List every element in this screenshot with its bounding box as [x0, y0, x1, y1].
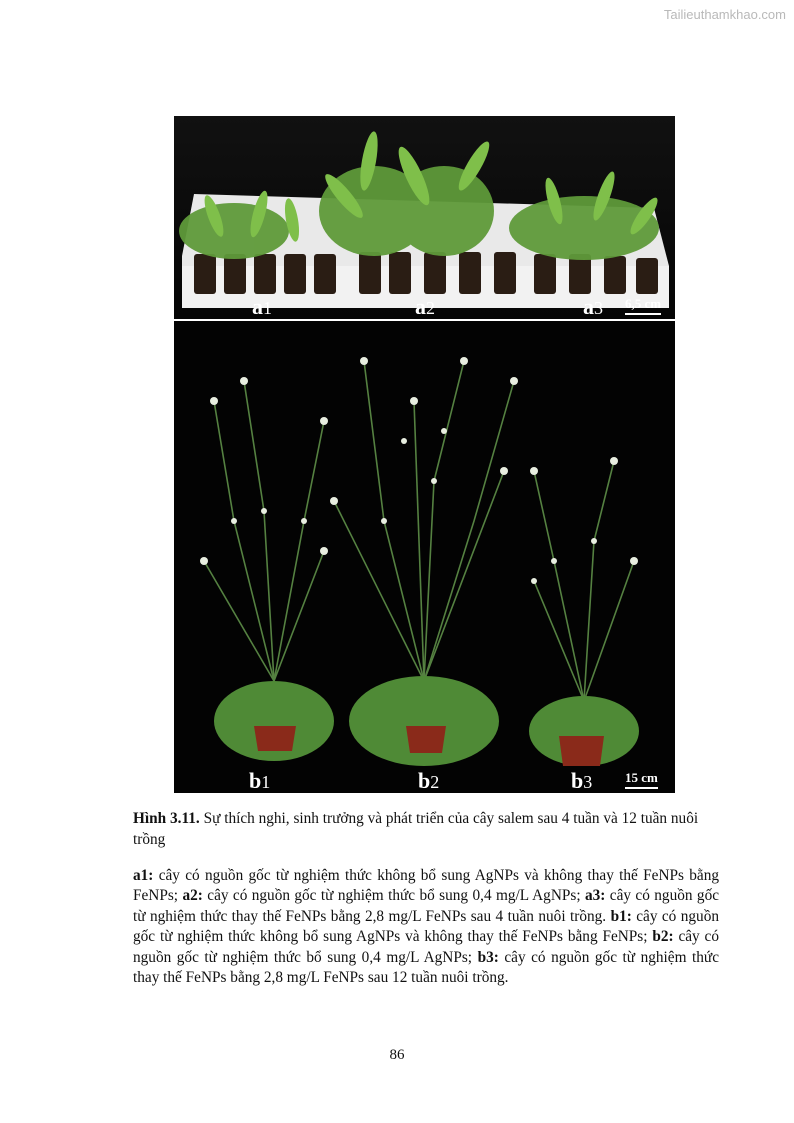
- label-a2: a2: [415, 294, 435, 319]
- scale-bar-a: 6,5 cm: [625, 296, 661, 315]
- label-a1: a1: [252, 294, 272, 319]
- label-a3: a3: [583, 294, 603, 319]
- label-b2: b2: [418, 768, 440, 793]
- figure-caption-title: Hình 3.11. Sự thích nghi, sinh trưởng và phát triển của cây salem sau 4 tuần và 12 tuần nuôi trồng: [133, 810, 699, 848]
- scale-bar-b: 15 cm: [625, 770, 658, 789]
- label-b3: b3: [571, 768, 593, 793]
- page-number: 86: [389, 1047, 405, 1063]
- seedlings-illustration: [174, 116, 675, 319]
- photo-flowering-plants: [174, 321, 675, 793]
- watermark: Tailieuthamkhao.com: [663, 7, 786, 22]
- flowering-plants-illustration: [174, 321, 675, 793]
- figure-caption-legend: a1: cây có nguồn gốc từ nghiệm thức không bổ sung AgNPs và không thay thế FeNPs bằng FeNPs; a2: cây có nguồn gốc từ nghiệm thức bổ sung 0,4 mg/L AgNPs; a3: cây có nguồn gốc từ nghiệm thức thay thế FeNPs bằng 2,8 mg/L FeNPs sau 4 tuần nuôi trồng. b1: cây có nguồn gốc từ nghiệm thức không bổ sung AgNPs và không thay thế FeNPs bằng FeNPs; b2: cây có nguồn gốc từ nghiệm thức bổ sung 0,4 mg/L AgNPs; b3: cây có nguồn gốc từ nghiệm thức thay thế FeNPs bằng 2,8 mg/L FeNPs sau 12 tuần nuôi trồng.: [133, 867, 720, 987]
- photo-seedlings-tray: [174, 116, 675, 319]
- label-b1: b1: [249, 768, 271, 793]
